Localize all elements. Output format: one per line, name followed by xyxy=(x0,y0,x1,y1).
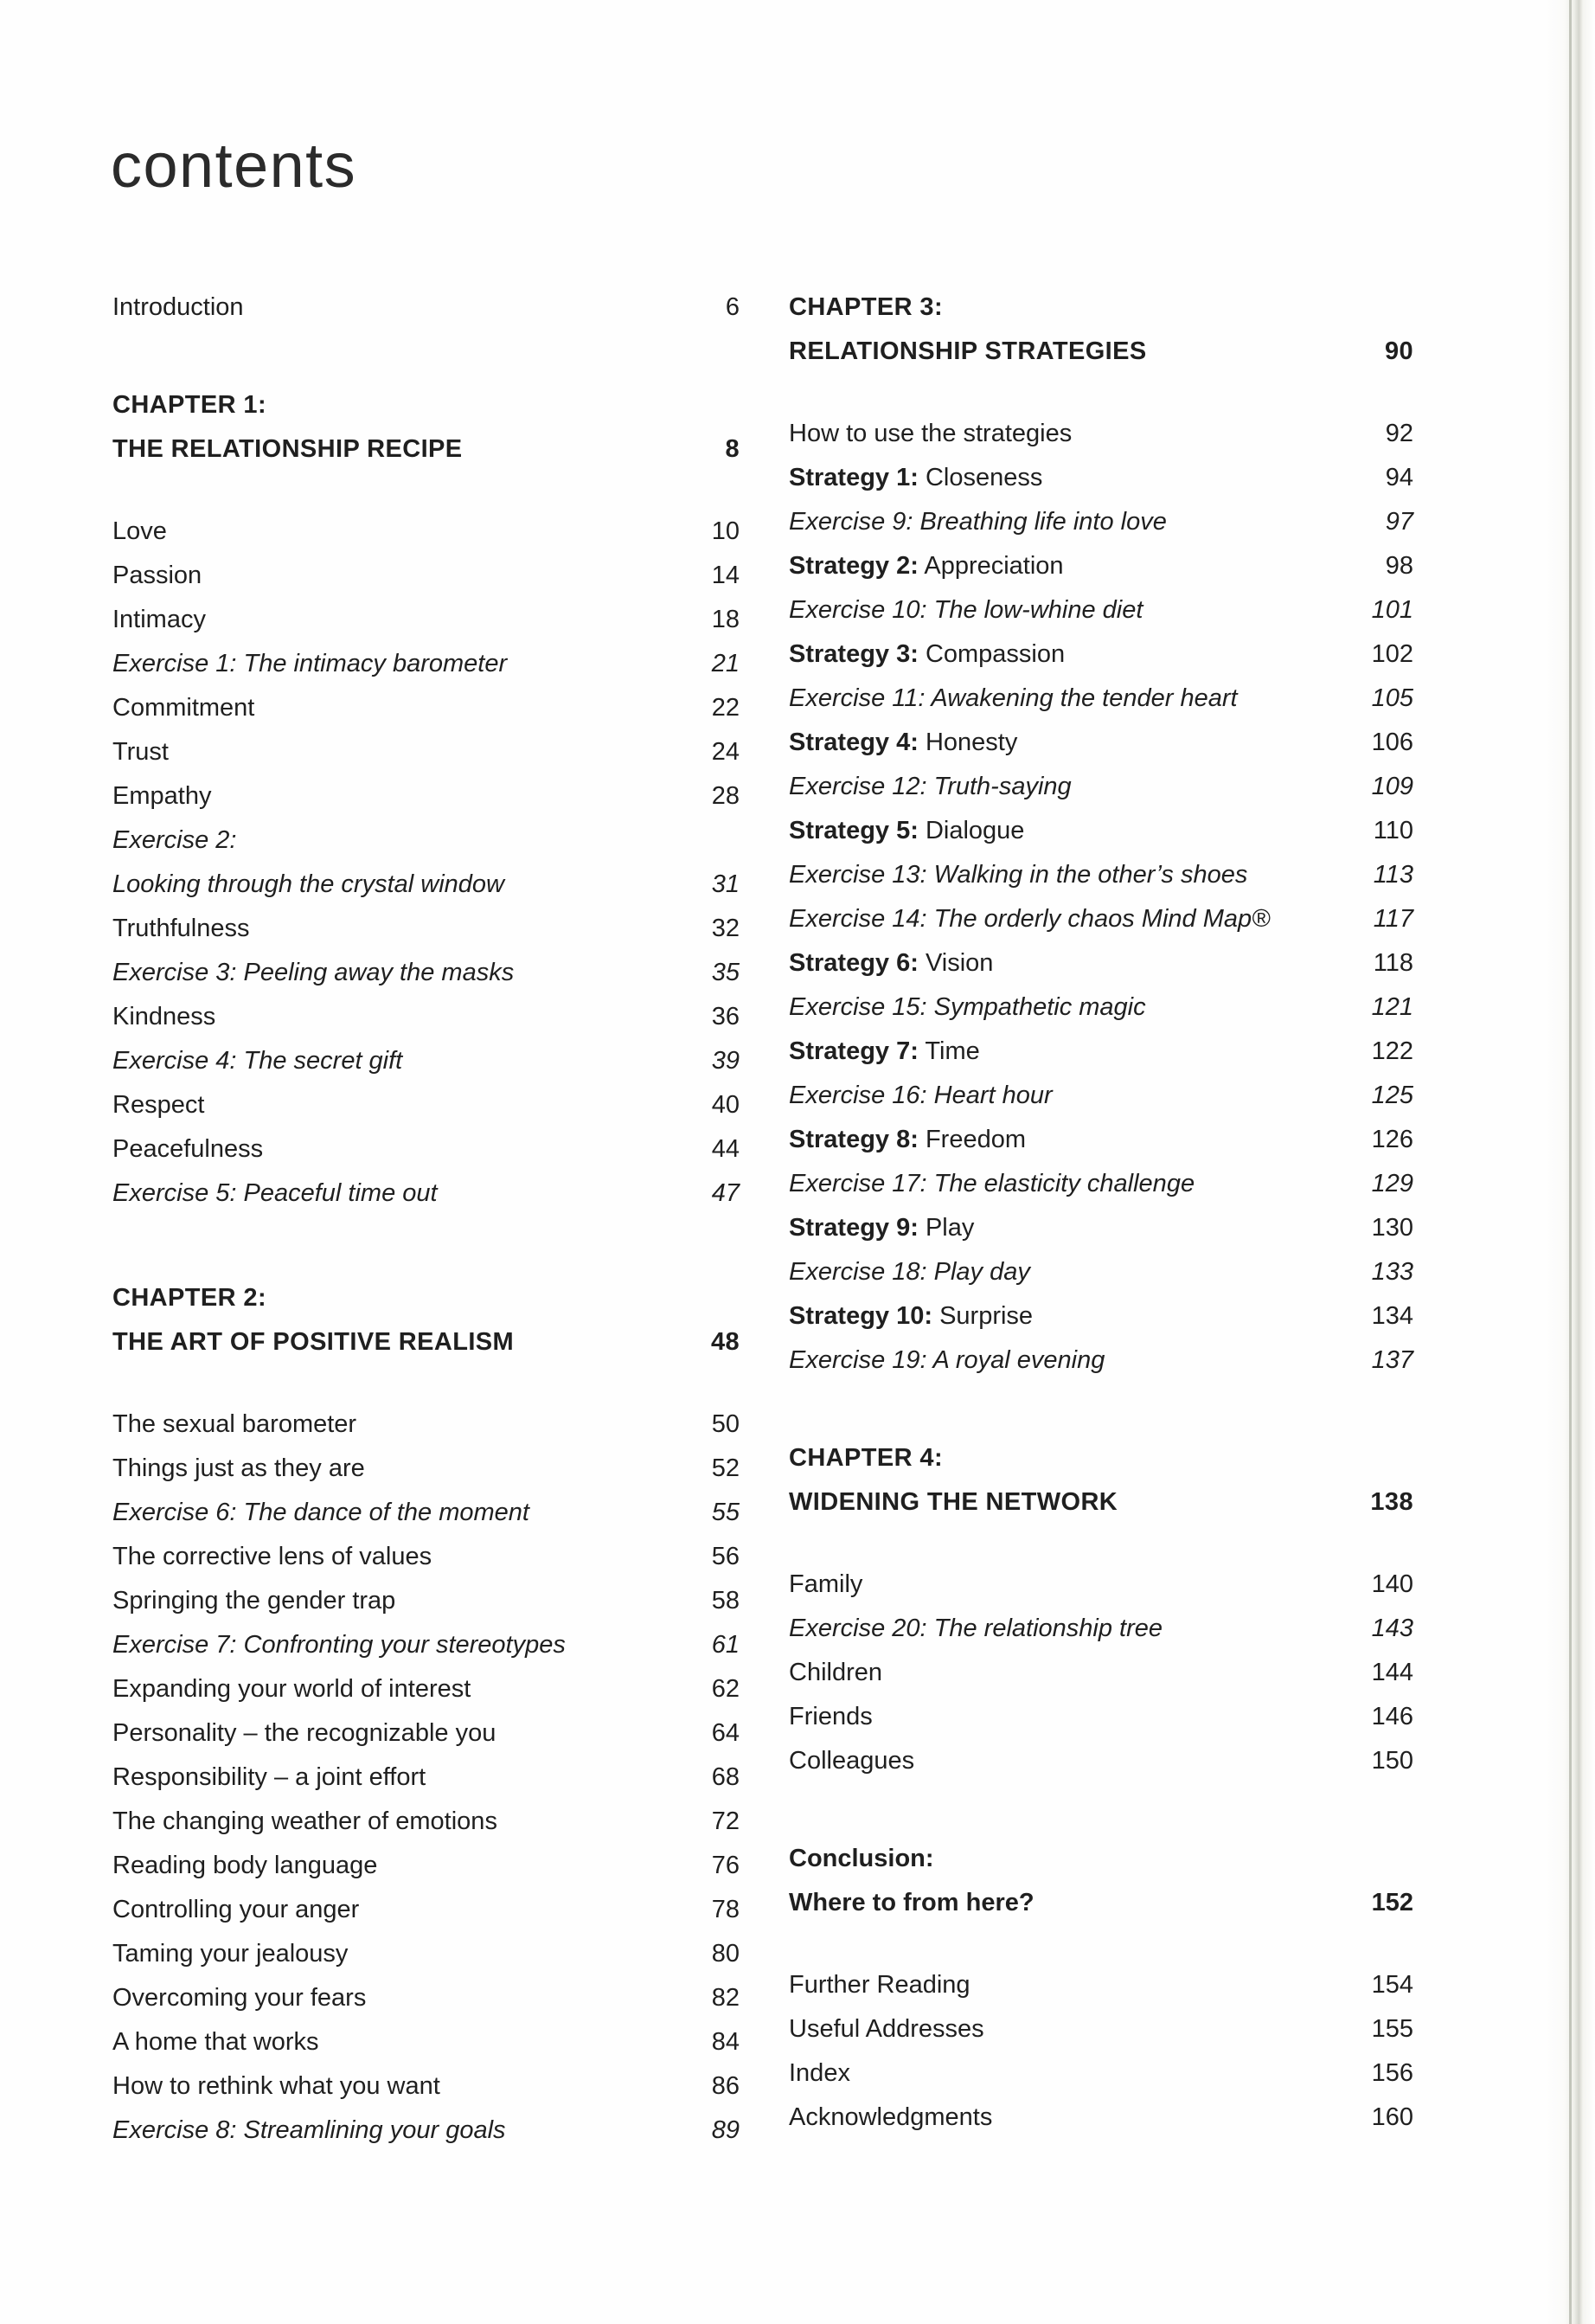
toc-exercise-entry[interactable] xyxy=(789,985,1413,1030)
toc-spacer xyxy=(112,330,740,383)
toc-exercise-entry[interactable] xyxy=(789,1250,1413,1294)
toc-strategy-topic: Dialogue xyxy=(918,817,1025,844)
toc-entry-label: Personality – the recognizable you xyxy=(112,1719,496,1747)
toc-page-number: 154 xyxy=(1371,1971,1413,1999)
toc-page-number: 155 xyxy=(1371,2015,1413,2043)
toc-entry-label: Passion xyxy=(112,562,202,589)
toc-exercise-entry[interactable] xyxy=(112,1491,740,1535)
toc-exercise-entry[interactable] xyxy=(112,1039,740,1083)
toc-entry-label: CHAPTER 2: xyxy=(112,1284,267,1312)
toc-entry-label xyxy=(789,456,1042,500)
toc-strategy-name: Strategy 6: xyxy=(789,949,919,977)
toc-entry[interactable] xyxy=(112,1535,740,1579)
page-title: contents xyxy=(111,132,357,202)
toc-entry-label: Exercise 8: Streamlining your goals xyxy=(112,2116,506,2144)
toc-entry-label: Things just as they are xyxy=(112,1454,365,1482)
toc-page-number: 21 xyxy=(711,650,740,677)
toc-exercise-entry[interactable] xyxy=(789,677,1413,721)
toc-strategy-topic: Appreciation xyxy=(918,552,1064,580)
toc-page-number: 101 xyxy=(1371,596,1413,624)
toc-page-number: 32 xyxy=(711,915,740,942)
toc-entry-label xyxy=(789,544,1064,588)
page-edge-line xyxy=(1569,0,1572,2324)
toc-entry-label: Exercise 16: Heart hour xyxy=(789,1082,1053,1109)
toc-page-number: 40 xyxy=(711,1091,740,1119)
toc-entry-label: RELATIONSHIP STRATEGIES xyxy=(789,337,1147,365)
toc-strategy-topic: Play xyxy=(918,1214,975,1242)
toc-page-number: 129 xyxy=(1371,1170,1413,1197)
toc-entry-label: The changing weather of emotions xyxy=(112,1807,497,1835)
toc-entry-label: Looking through the crystal window xyxy=(112,870,504,898)
toc-spacer xyxy=(789,1925,1413,1963)
toc-column-left xyxy=(112,286,740,2153)
toc-column-right xyxy=(789,286,1413,2140)
toc-exercise-entry[interactable] xyxy=(112,863,740,907)
toc-entry[interactable] xyxy=(112,730,740,774)
toc-exercise-entry[interactable] xyxy=(112,642,740,686)
toc-spacer xyxy=(112,472,740,510)
toc-strategy-entry[interactable] xyxy=(789,809,1413,853)
toc-entry-label: Exercise 5: Peaceful time out xyxy=(112,1179,438,1207)
toc-page-number: 98 xyxy=(1385,552,1413,580)
toc-page-number: 160 xyxy=(1371,2103,1413,2131)
page-edge-shadow xyxy=(1545,0,1595,2324)
toc-entry[interactable] xyxy=(789,1963,1413,2007)
toc-entry-label: CHAPTER 4: xyxy=(789,1444,944,1472)
toc-spacer xyxy=(789,374,1413,412)
toc-entry-label: THE RELATIONSHIP RECIPE xyxy=(112,435,463,463)
toc-entry-label: Trust xyxy=(112,738,169,766)
toc-entry[interactable] xyxy=(112,1756,740,1800)
toc-strategy-entry[interactable] xyxy=(789,456,1413,500)
toc-entry-label xyxy=(789,1294,1033,1339)
toc-entry-label: Exercise 3: Peeling away the masks xyxy=(112,959,515,986)
toc-entry-label: Kindness xyxy=(112,1003,216,1030)
toc-exercise-entry[interactable] xyxy=(112,2109,740,2153)
toc-page-number: 62 xyxy=(711,1675,740,1703)
toc-entry-label xyxy=(789,1206,974,1250)
toc-entry[interactable] xyxy=(112,907,740,951)
toc-page-number: 78 xyxy=(711,1896,740,1923)
toc-spacer xyxy=(112,1364,740,1403)
toc-page-number: 130 xyxy=(1371,1214,1413,1242)
toc-entry[interactable] xyxy=(789,2007,1413,2051)
toc-page-number: 10 xyxy=(711,517,740,545)
toc-entry-label: A home that works xyxy=(112,2028,319,2056)
toc-entry-label: Taming your jealousy xyxy=(112,1940,349,1968)
toc-exercise-entry[interactable] xyxy=(112,1172,740,1216)
toc-strategy-name: Strategy 7: xyxy=(789,1037,919,1065)
toc-entry-label xyxy=(789,1118,1026,1162)
toc-exercise-entry[interactable] xyxy=(789,1074,1413,1118)
toc-entry[interactable] xyxy=(112,286,740,330)
toc-page-number: 137 xyxy=(1371,1346,1413,1374)
toc-spacer xyxy=(112,1216,740,1276)
toc-page-number: 68 xyxy=(711,1763,740,1791)
toc-chapter-heading[interactable] xyxy=(789,1436,1413,1480)
toc-strategy-name: Strategy 10: xyxy=(789,1302,933,1330)
toc-entry-label: WIDENING THE NETWORK xyxy=(789,1488,1118,1516)
toc-entry-label: Introduction xyxy=(112,293,244,321)
toc-entry-label: Overcoming your fears xyxy=(112,1984,367,2012)
toc-entry[interactable] xyxy=(112,1127,740,1172)
toc-strategy-name: Strategy 8: xyxy=(789,1126,919,1153)
toc-entry-label: Exercise 10: The low-whine diet xyxy=(789,596,1143,624)
toc-spacer xyxy=(789,1525,1413,1563)
toc-page-number: 122 xyxy=(1371,1037,1413,1065)
toc-page-number: 58 xyxy=(711,1587,740,1615)
toc-chapter-heading[interactable] xyxy=(112,383,740,427)
toc-page-number: 146 xyxy=(1371,1703,1413,1730)
toc-entry[interactable] xyxy=(112,1932,740,1976)
toc-entry[interactable] xyxy=(112,1579,740,1623)
toc-page-number: 61 xyxy=(711,1631,740,1659)
toc-entry[interactable] xyxy=(789,1651,1413,1695)
toc-entry[interactable] xyxy=(112,510,740,554)
toc-entry-label: Springing the gender trap xyxy=(112,1587,396,1615)
toc-exercise-entry[interactable] xyxy=(789,765,1413,809)
toc-entry-label: Peacefulness xyxy=(112,1135,264,1163)
toc-strategy-entry[interactable] xyxy=(789,1206,1413,1250)
toc-strategy-topic: Vision xyxy=(918,949,994,977)
toc-entry[interactable] xyxy=(112,598,740,642)
toc-page-number: 36 xyxy=(711,1003,740,1030)
toc-entry-label xyxy=(789,632,1065,677)
toc-page-number: 50 xyxy=(711,1410,740,1438)
toc-exercise-entry[interactable] xyxy=(789,897,1413,941)
toc-exercise-entry[interactable] xyxy=(112,819,740,863)
toc-entry-label: Further Reading xyxy=(789,1971,970,1999)
toc-page-number: 84 xyxy=(711,2028,740,2056)
toc-entry-label: Exercise 18: Play day xyxy=(789,1258,1030,1286)
toc-page-number: 121 xyxy=(1371,993,1413,1021)
toc-entry-label: Exercise 13: Walking in the other’s shoes xyxy=(789,861,1248,889)
toc-page-number: 140 xyxy=(1371,1570,1413,1598)
toc-entry[interactable] xyxy=(112,1667,740,1711)
toc-page-number: 82 xyxy=(711,1984,740,2012)
toc-entry-label: Friends xyxy=(789,1703,873,1730)
toc-page-number: 47 xyxy=(711,1179,740,1207)
toc-entry-label: Useful Addresses xyxy=(789,2015,984,2043)
toc-page-number: 55 xyxy=(711,1499,740,1526)
toc-strategy-name: Strategy 3: xyxy=(789,640,919,668)
toc-entry[interactable] xyxy=(789,1739,1413,1783)
toc-strategy-entry[interactable] xyxy=(789,1030,1413,1074)
toc-entry-label: The corrective lens of values xyxy=(112,1543,432,1570)
toc-entry[interactable] xyxy=(112,554,740,598)
toc-page-number: 56 xyxy=(711,1543,740,1570)
toc-strategy-name: Strategy 9: xyxy=(789,1214,919,1242)
toc-entry[interactable] xyxy=(112,2064,740,2109)
toc-conclusion-heading[interactable] xyxy=(789,1837,1413,1881)
toc-strategy-entry[interactable] xyxy=(789,721,1413,765)
toc-page-number: 44 xyxy=(711,1135,740,1163)
toc-entry-label: Exercise 4: The secret gift xyxy=(112,1047,403,1075)
toc-page-number: 28 xyxy=(711,782,740,810)
toc-strategy-name: Strategy 5: xyxy=(789,817,919,844)
toc-chapter-heading[interactable] xyxy=(789,1480,1413,1525)
toc-page-number: 134 xyxy=(1371,1302,1413,1330)
toc-entry-label: Responsibility – a joint effort xyxy=(112,1763,426,1791)
toc-strategy-name: Strategy 1: xyxy=(789,464,919,491)
toc-strategy-topic: Closeness xyxy=(918,464,1043,491)
toc-entry-label: Conclusion: xyxy=(789,1845,934,1872)
toc-entry[interactable] xyxy=(112,1403,740,1447)
toc-entry[interactable] xyxy=(789,2096,1413,2140)
toc-entry[interactable] xyxy=(112,1800,740,1844)
toc-page-number: 39 xyxy=(711,1047,740,1075)
toc-entry-label: CHAPTER 3: xyxy=(789,293,944,321)
toc-entry-label: Exercise 12: Truth-saying xyxy=(789,773,1072,800)
toc-entry[interactable] xyxy=(112,1844,740,1888)
toc-spacer xyxy=(789,1383,1413,1436)
toc-entry[interactable] xyxy=(112,686,740,730)
toc-chapter-heading[interactable] xyxy=(112,1320,740,1364)
toc-entry-label xyxy=(789,1030,980,1074)
toc-entry[interactable] xyxy=(789,1563,1413,1607)
toc-page-number: 102 xyxy=(1371,640,1413,668)
toc-page-number: 22 xyxy=(711,694,740,722)
toc-page-number: 52 xyxy=(711,1454,740,1482)
toc-entry-label: Respect xyxy=(112,1091,205,1119)
toc-entry-label: Commitment xyxy=(112,694,255,722)
toc-entry-label: Empathy xyxy=(112,782,212,810)
toc-page-number: 31 xyxy=(711,870,740,898)
toc-exercise-entry[interactable] xyxy=(789,1339,1413,1383)
toc-entry-label: Acknowledgments xyxy=(789,2103,993,2131)
toc-strategy-topic: Time xyxy=(918,1037,980,1065)
toc-page-number: 118 xyxy=(1373,949,1413,977)
toc-entry-label: Family xyxy=(789,1570,863,1598)
toc-page-number: 86 xyxy=(711,2072,740,2100)
toc-entry-label: Exercise 11: Awakening the tender heart xyxy=(789,684,1238,712)
toc-strategy-topic: Freedom xyxy=(918,1126,1026,1153)
toc-entry[interactable] xyxy=(112,2020,740,2064)
toc-exercise-entry[interactable] xyxy=(789,1162,1413,1206)
toc-strategy-entry[interactable] xyxy=(789,941,1413,985)
toc-entry-label: Exercise 15: Sympathetic magic xyxy=(789,993,1146,1021)
toc-entry[interactable] xyxy=(112,774,740,819)
toc-page-number: 18 xyxy=(711,606,740,633)
toc-entry-label xyxy=(789,809,1024,853)
toc-page-number: 76 xyxy=(711,1852,740,1879)
toc-strategy-entry[interactable] xyxy=(789,1294,1413,1339)
toc-entry[interactable] xyxy=(789,412,1413,456)
toc-entry-label xyxy=(789,941,993,985)
toc-strategy-entry[interactable] xyxy=(789,632,1413,677)
toc-page-number: 113 xyxy=(1373,861,1413,889)
toc-page-number: 6 xyxy=(725,293,740,321)
toc-chapter-heading[interactable] xyxy=(112,427,740,472)
toc-chapter-heading[interactable] xyxy=(112,1276,740,1320)
toc-entry-label: Exercise 19: A royal evening xyxy=(789,1346,1105,1374)
toc-entry-label xyxy=(789,721,1017,765)
toc-page-number: 126 xyxy=(1371,1126,1413,1153)
toc-page-number: 72 xyxy=(711,1807,740,1835)
toc-entry-label: CHAPTER 1: xyxy=(112,391,267,419)
toc-page-number: 97 xyxy=(1385,508,1413,536)
toc-spacer xyxy=(789,1783,1413,1837)
toc-entry-label: Love xyxy=(112,517,167,545)
toc-entry-label: Colleagues xyxy=(789,1747,915,1775)
toc-entry-label: The sexual barometer xyxy=(112,1410,357,1438)
toc-entry-label: Exercise 7: Confronting your stereotypes xyxy=(112,1631,566,1659)
toc-strategy-topic: Honesty xyxy=(918,729,1018,756)
toc-page-number: 144 xyxy=(1371,1659,1413,1686)
toc-page-number: 106 xyxy=(1371,729,1413,756)
toc-page-number: 24 xyxy=(711,738,740,766)
toc-page-number: 92 xyxy=(1385,420,1413,447)
toc-strategy-name: Strategy 2: xyxy=(789,552,919,580)
toc-strategy-name: Strategy 4: xyxy=(789,729,919,756)
toc-exercise-entry[interactable] xyxy=(789,500,1413,544)
toc-page-number: 94 xyxy=(1385,464,1413,491)
toc-entry-label: Reading body language xyxy=(112,1852,378,1879)
toc-entry-label: Exercise 20: The relationship tree xyxy=(789,1615,1163,1642)
toc-entry[interactable] xyxy=(112,1711,740,1756)
toc-chapter-heading[interactable] xyxy=(789,330,1413,374)
toc-entry-label: How to use the strategies xyxy=(789,420,1073,447)
toc-strategy-entry[interactable] xyxy=(789,544,1413,588)
toc-page-number: 152 xyxy=(1371,1889,1413,1916)
toc-page-number: 48 xyxy=(710,1328,740,1356)
toc-page-number: 156 xyxy=(1371,2059,1413,2087)
toc-page-number: 117 xyxy=(1373,905,1413,933)
toc-strategy-topic: Compassion xyxy=(918,640,1066,668)
toc-entry[interactable] xyxy=(789,1695,1413,1739)
toc-entry-label: Truthfulness xyxy=(112,915,250,942)
toc-entry[interactable] xyxy=(112,1447,740,1491)
toc-entry-label: Exercise 2: xyxy=(112,826,237,854)
toc-entry-label: Intimacy xyxy=(112,606,206,633)
toc-strategy-topic: Surprise xyxy=(932,1302,1034,1330)
toc-entry[interactable] xyxy=(789,2051,1413,2096)
toc-entry-label: Expanding your world of interest xyxy=(112,1675,471,1703)
toc-page-number: 150 xyxy=(1371,1747,1413,1775)
toc-entry-label: THE ART OF POSITIVE REALISM xyxy=(112,1328,515,1356)
toc-page-number: 90 xyxy=(1384,337,1413,365)
toc-entry-label: Exercise 6: The dance of the moment xyxy=(112,1499,529,1526)
toc-page-number: 35 xyxy=(711,959,740,986)
toc-entry[interactable] xyxy=(112,1083,740,1127)
toc-page-number: 64 xyxy=(711,1719,740,1747)
toc-entry-label: Exercise 1: The intimacy barometer xyxy=(112,650,508,677)
toc-entry-label: Exercise 14: The orderly chaos Mind Map® xyxy=(789,905,1271,933)
toc-page-number: 125 xyxy=(1371,1082,1413,1109)
toc-entry-label: Where to from here? xyxy=(789,1889,1035,1916)
toc-page-number: 80 xyxy=(711,1940,740,1968)
toc-entry-label: Children xyxy=(789,1659,882,1686)
toc-page-number: 110 xyxy=(1373,817,1413,844)
toc-entry-label: Index xyxy=(789,2059,850,2087)
toc-entry-label: Exercise 9: Breathing life into love xyxy=(789,508,1167,536)
toc-chapter-heading[interactable] xyxy=(789,286,1413,330)
toc-entry[interactable] xyxy=(112,1888,740,1932)
toc-conclusion-heading[interactable] xyxy=(789,1881,1413,1925)
toc-page-number: 105 xyxy=(1371,684,1413,712)
toc-exercise-entry[interactable] xyxy=(789,588,1413,632)
toc-entry[interactable] xyxy=(112,1976,740,2020)
toc-page-number: 143 xyxy=(1371,1615,1413,1642)
toc-entry-label: How to rethink what you want xyxy=(112,2072,440,2100)
toc-entry[interactable] xyxy=(112,995,740,1039)
toc-page-number: 109 xyxy=(1371,773,1413,800)
toc-page-number: 8 xyxy=(725,435,740,463)
toc-page-number: 138 xyxy=(1370,1488,1413,1516)
toc-exercise-entry[interactable] xyxy=(112,951,740,995)
toc-page-number: 14 xyxy=(711,562,740,589)
toc-entry-label: Controlling your anger xyxy=(112,1896,360,1923)
toc-entry-label: Exercise 17: The elasticity challenge xyxy=(789,1170,1195,1197)
toc-page-number: 133 xyxy=(1371,1258,1413,1286)
toc-exercise-entry[interactable] xyxy=(112,1623,740,1667)
toc-page-number: 89 xyxy=(711,2116,740,2144)
toc-exercise-entry[interactable] xyxy=(789,853,1413,897)
toc-strategy-entry[interactable] xyxy=(789,1118,1413,1162)
toc-exercise-entry[interactable] xyxy=(789,1607,1413,1651)
